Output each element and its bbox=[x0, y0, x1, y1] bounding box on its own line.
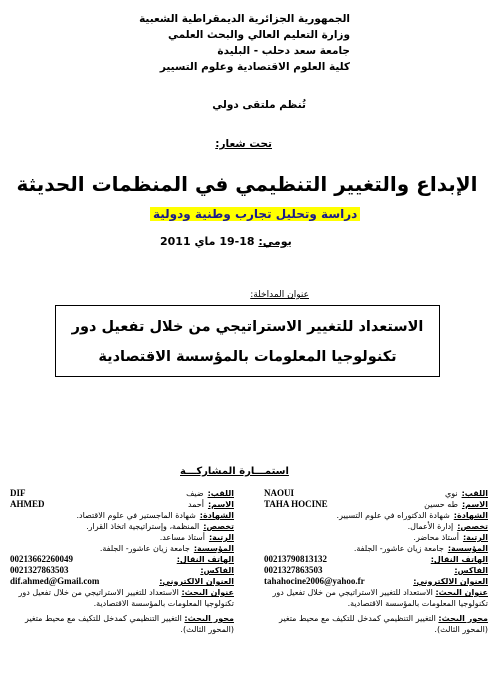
specialty-label: تخصص: bbox=[203, 522, 234, 531]
research-value: الاستعداد للتغيير الاستراتيجي من خلال تفعيل دور تكنولوجيا المعلومات بالمؤسسة الاقتصادية. bbox=[18, 588, 234, 608]
conference-date bbox=[160, 235, 292, 248]
name-latin: TAHA HOCINE bbox=[264, 499, 328, 509]
author-1-details bbox=[264, 488, 488, 635]
email-label: العنوان الالكتروني: bbox=[413, 577, 488, 586]
degree-label: الشهادة: bbox=[453, 511, 488, 520]
rank-value: أستاذ مساعد. bbox=[159, 533, 205, 542]
degree-value: شهادة الدكتوراه في علوم التسيير. bbox=[336, 511, 450, 520]
research-value: الاستعداد للتغيير الاستراتيجي من خلال تفعيل دور تكنولوجيا المعلومات بالمؤسسة الاقتصادية. bbox=[272, 588, 488, 608]
institution-label: المؤسسة: bbox=[447, 544, 488, 553]
rank-value: أستاذ محاضر. bbox=[413, 533, 459, 542]
name-value: أحمد bbox=[187, 500, 204, 509]
specialty-value: إدارة الأعمال. bbox=[407, 522, 454, 531]
specialty-value: المنظمة، وإستراتيجية اتخاذ القرار. bbox=[86, 522, 200, 531]
mobile-value: 00213790813132 bbox=[264, 554, 327, 564]
paper-address-label: عنوان المداخلة: bbox=[250, 290, 309, 300]
slogan-label: تحت شعار: bbox=[215, 138, 272, 150]
participation-form-title: استمـــارة المشاركـــة bbox=[180, 466, 289, 477]
paper-title-box bbox=[55, 305, 440, 377]
fax-label: الفاكس: bbox=[454, 566, 488, 575]
author-2-details bbox=[10, 488, 234, 635]
paper-title-line-2: تكنولوجيا المعلومات بالمؤسسة الاقتصادية bbox=[98, 349, 397, 365]
conference-subtitle: دراسة وتحليل تجارب وطنية ودولية bbox=[150, 207, 360, 221]
email-value: tahahocine2006@yahoo.fr bbox=[264, 576, 365, 586]
fax-value: 0021327863503 bbox=[10, 565, 69, 575]
faculty-line: كلية العلوم الاقتصادية وعلوم التسيير bbox=[159, 61, 350, 73]
axis-label: محور البحث: bbox=[184, 614, 234, 623]
surname-latin: DIF bbox=[10, 488, 26, 498]
surname-latin: NAOUI bbox=[264, 488, 295, 498]
rank-label: الرتبة: bbox=[208, 533, 234, 542]
name-label: الاسم: bbox=[207, 500, 234, 509]
republic-line: الجمهورية الجزائرية الديمقراطية الشعبية bbox=[139, 13, 350, 25]
name-label: الاسم: bbox=[461, 500, 488, 509]
degree-value: شهادة الماجستير في علوم الاقتصاد. bbox=[76, 511, 196, 520]
name-value: طه حسين bbox=[424, 500, 458, 509]
date-label: يومي: bbox=[258, 235, 292, 248]
rank-label: الرتبة: bbox=[462, 533, 488, 542]
email-label: العنوان الالكتروني: bbox=[159, 577, 234, 586]
surname-value: نوي bbox=[444, 489, 458, 498]
mobile-label: الهاتف النقال: bbox=[176, 555, 234, 564]
email-value: dif.ahmed@Gmail.com bbox=[10, 576, 100, 586]
date-value: 18-19 ماي 2011 bbox=[160, 235, 255, 248]
surname-label: اللقب: bbox=[207, 489, 234, 498]
mobile-label: الهاتف النقال: bbox=[430, 555, 488, 564]
axis-label: محور البحث: bbox=[438, 614, 488, 623]
institution-label: المؤسسة: bbox=[193, 544, 234, 553]
axis-value: التغيير التنظيمي كمدخل للتكيف مع محيط متغير (المحور الثالث). bbox=[25, 614, 234, 634]
institution-value: جامعة زيان عاشور- الجلفة. bbox=[353, 544, 444, 553]
research-label: عنوان البحث: bbox=[181, 588, 234, 597]
surname-label: اللقب: bbox=[461, 489, 488, 498]
fax-label: الفاكس: bbox=[200, 566, 234, 575]
degree-label: الشهادة: bbox=[199, 511, 234, 520]
paper-title-line-1: الاستعداد للتغيير الاستراتيجي من خلال تفعيل دور bbox=[71, 319, 424, 335]
fax-value: 0021327863503 bbox=[264, 565, 323, 575]
institution-header bbox=[90, 11, 350, 75]
surname-value: ضيف bbox=[186, 489, 204, 498]
ministry-line: وزارة التعليم العالي والبحث العلمي bbox=[167, 29, 350, 41]
university-line: جامعة سعد دحلب - البليدة bbox=[217, 45, 350, 57]
conference-title: الإبداع والتغيير التنظيمي في المنظمات الحديثة bbox=[16, 172, 478, 196]
organize-text: تُنظم ملتقى دولي bbox=[212, 99, 306, 111]
axis-value: التغيير التنظيمي كمدخل للتكيف مع محيط متغير (المحور الثالث). bbox=[279, 614, 488, 634]
name-latin: AHMED bbox=[10, 499, 45, 509]
research-label: عنوان البحث: bbox=[435, 588, 488, 597]
mobile-value: 00213662260049 bbox=[10, 554, 73, 564]
specialty-label: تخصص: bbox=[457, 522, 488, 531]
institution-value: جامعة زيان عاشور- الجلفة. bbox=[99, 544, 190, 553]
